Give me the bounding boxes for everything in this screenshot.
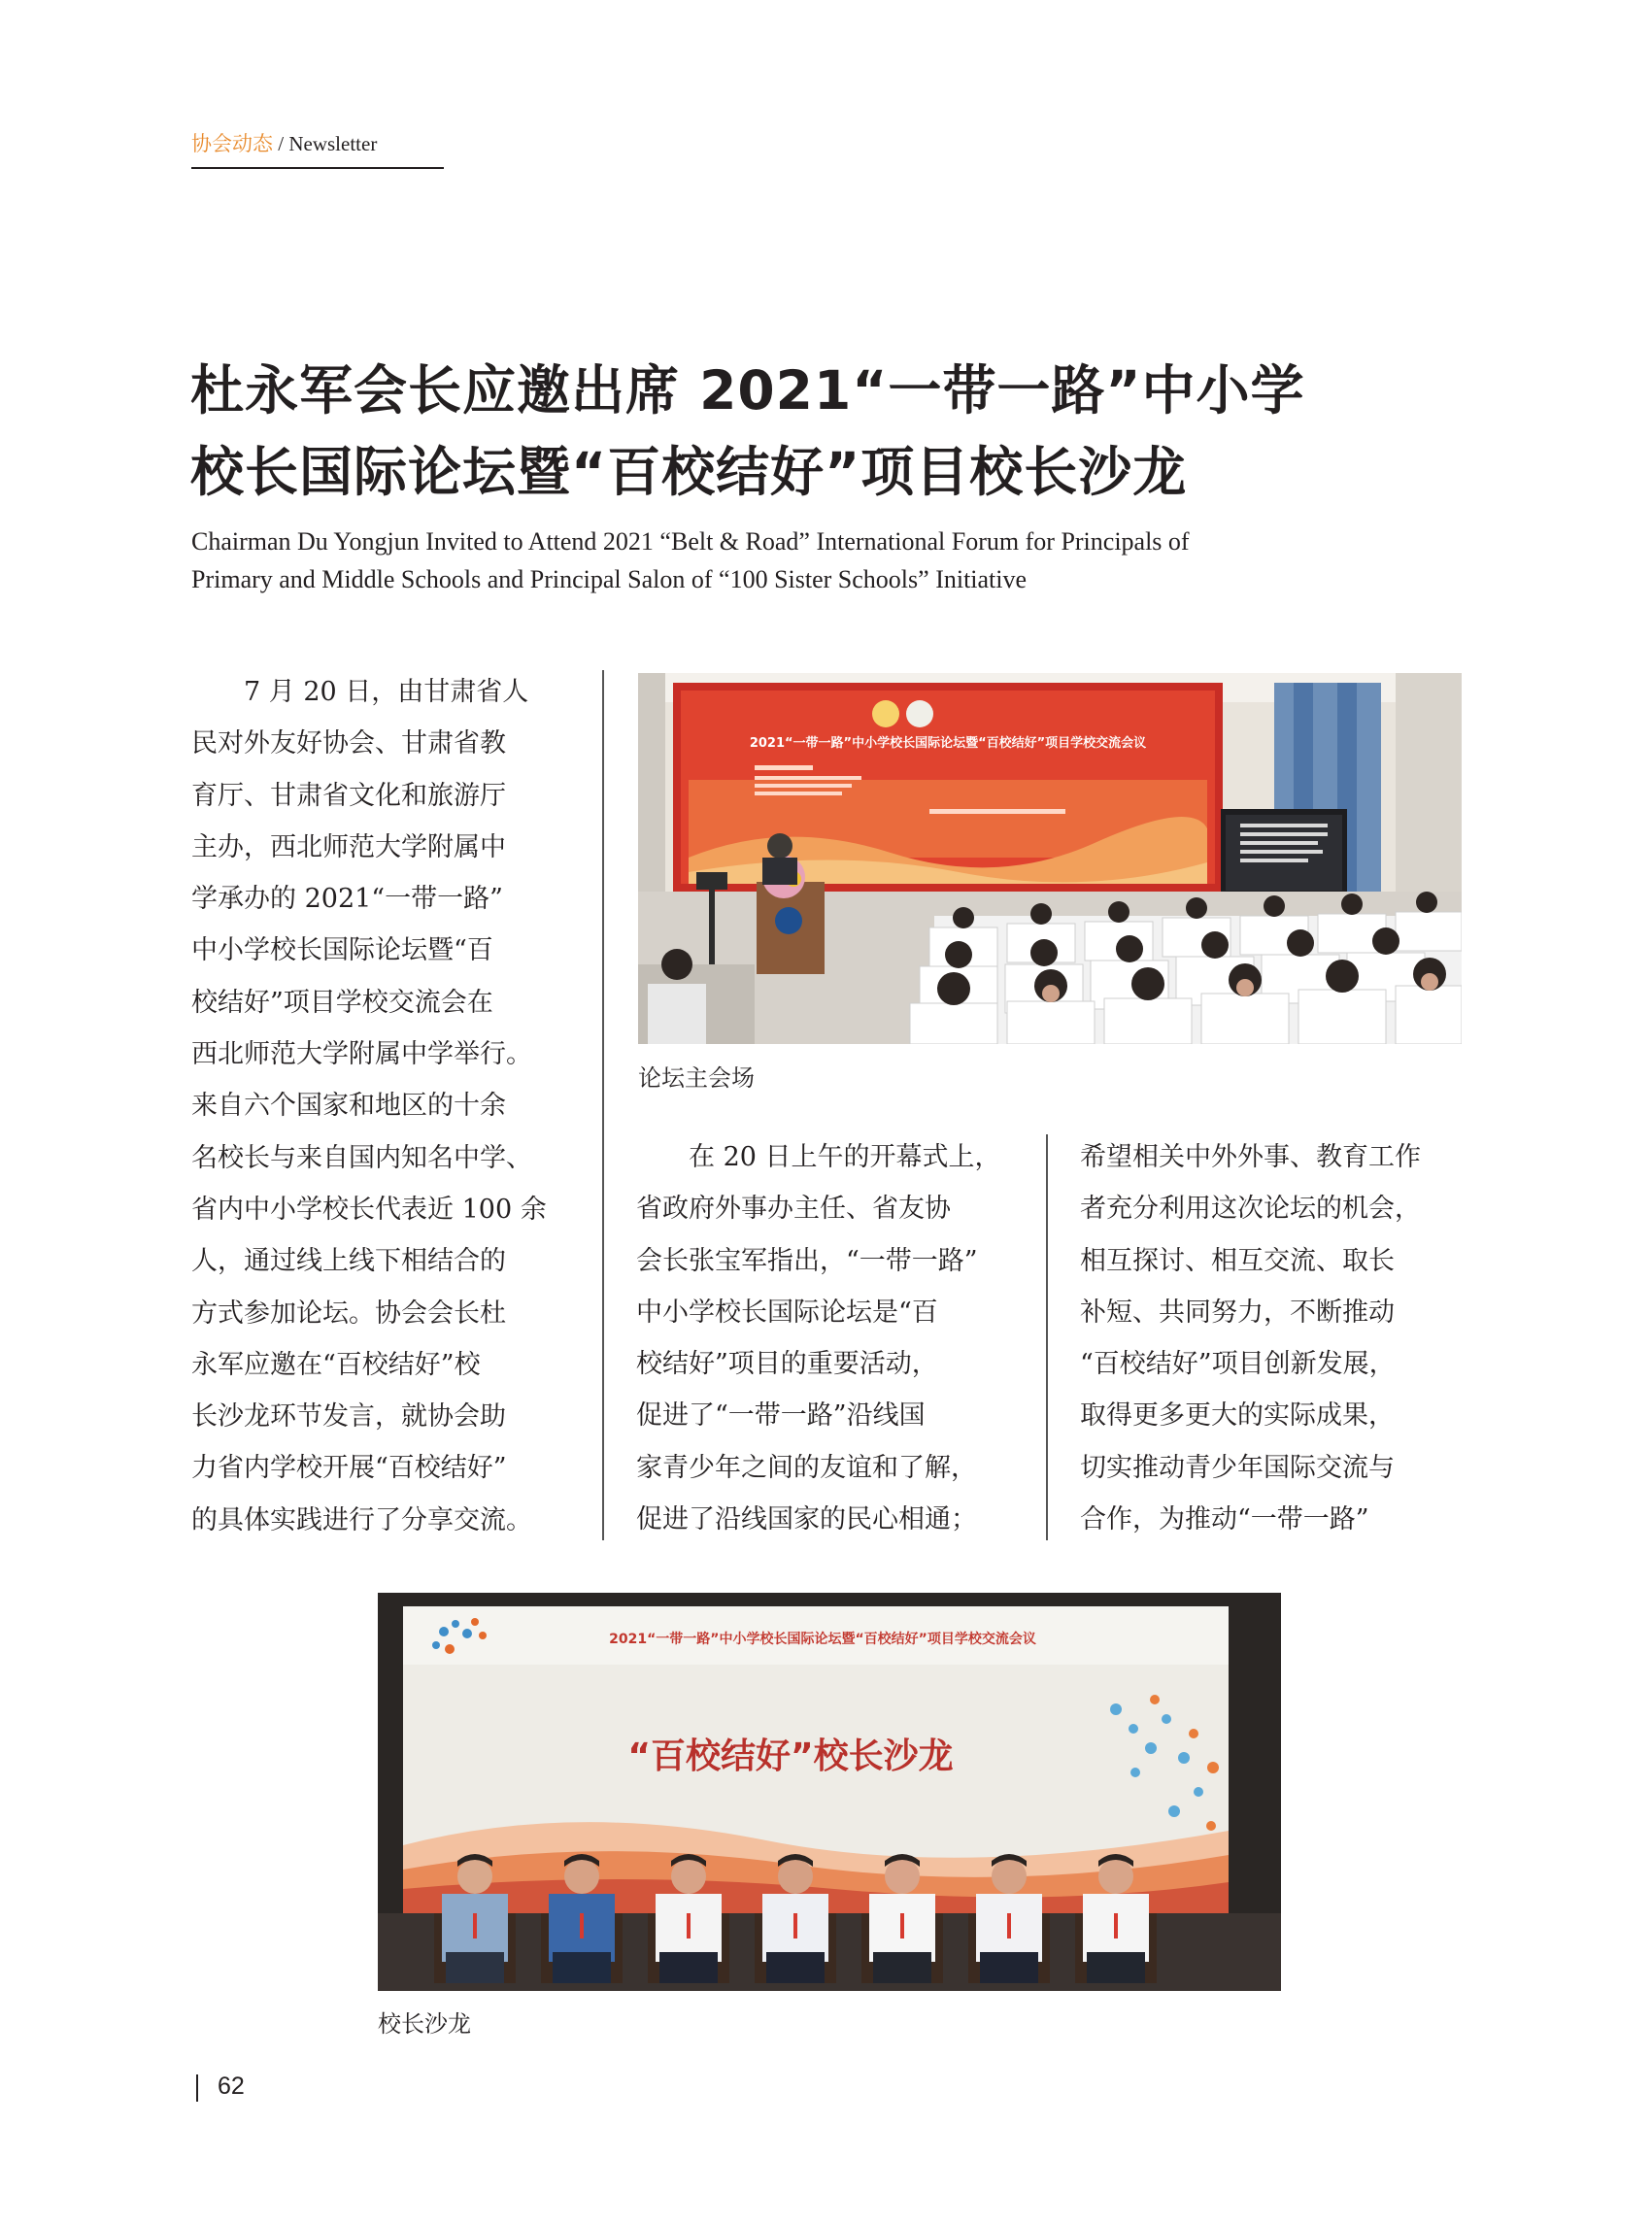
body-line: 促进了沿线国家的民心相通； xyxy=(636,1504,977,1535)
body-line: 省政府外事办主任、省友协 xyxy=(636,1194,951,1225)
body-line: 力省内学校开展“百校结好” xyxy=(191,1453,507,1484)
body-line: 7 月 20 日，由甘肃省人 xyxy=(191,677,529,707)
body-line: 补短、共同努力，不断推动 xyxy=(1080,1297,1395,1328)
article-title-en xyxy=(191,523,1454,598)
body-line: 促进了“一带一路”沿线国 xyxy=(636,1400,926,1432)
body-line: 育厅、甘肃省文化和旅游厅 xyxy=(191,780,506,811)
title-zh-line: 杜永军会长应邀出席 2021“一带一路”中小学 xyxy=(190,359,1305,421)
body-line: 者充分利用这次论坛的机会， xyxy=(1080,1194,1421,1225)
photo-caption: 校长沙龙 xyxy=(378,2010,471,2038)
title-zh-line: 校长国际论坛暨“百校结好”项目校长沙龙 xyxy=(190,441,1188,503)
page-number: 62 xyxy=(218,2073,245,2100)
body-line: 中小学校长国际论坛是“百 xyxy=(636,1297,938,1328)
body-line: 主办，西北师范大学附属中 xyxy=(191,831,506,862)
body-line: 校结好”项目学校交流会在 xyxy=(191,987,493,1018)
body-line: 名校长与来自国内知名中学、 xyxy=(191,1142,532,1173)
body-line: 学承办的 2021“一带一路” xyxy=(191,884,503,915)
body-line: 家青少年之间的友谊和了解， xyxy=(636,1452,977,1483)
title-en-line: Primary and Middle Schools and Principal Salon of “100 Sister Schools” Initiative xyxy=(191,565,1028,593)
screen-headline: “百校结好”校长沙龙 xyxy=(627,1736,954,1776)
principal-salon-photo xyxy=(378,1593,1281,1991)
article-title-zh xyxy=(190,350,1453,513)
body-line: 永军应邀在“百校结好”校 xyxy=(191,1349,481,1380)
forum-main-venue-photo xyxy=(638,673,1462,1044)
section-separator: / xyxy=(273,132,289,155)
body-column-3 xyxy=(1080,1131,1464,1545)
body-line: 在 20 日上午的开幕式上， xyxy=(636,1142,1001,1172)
screen-title: 2021“一带一路”中小学校长国际论坛暨“百校结好”项目学校交流会议 xyxy=(749,736,1147,751)
body-line: 校结好”项目的重要活动， xyxy=(636,1349,938,1380)
body-line: 西北师范大学附属中学举行。 xyxy=(191,1039,532,1070)
body-line: 切实推动青少年国际交流与 xyxy=(1080,1452,1395,1483)
body-line: 合作，为推动“一带一路” xyxy=(1080,1504,1369,1535)
body-line: 会长张宝军指出，“一带一路” xyxy=(636,1245,978,1276)
body-line: 相互探讨、相互交流、取长 xyxy=(1080,1245,1395,1276)
folio-rule xyxy=(196,2074,198,2102)
column-divider xyxy=(602,670,604,1540)
body-line: 希望相关中外外事、教育工作 xyxy=(1080,1142,1421,1172)
body-line: 民对外友好协会、甘肃省教 xyxy=(191,728,506,759)
photo-caption: 论坛主会场 xyxy=(638,1064,755,1092)
body-line: 长沙龙环节发言，就协会助 xyxy=(191,1401,506,1433)
section-name-zh: 协会动态 xyxy=(191,132,273,155)
section-name-en: Newsletter xyxy=(288,132,378,155)
body-line: 的具体实践进行了分享交流。 xyxy=(191,1504,532,1535)
body-line: 中小学校长国际论坛暨“百 xyxy=(191,935,493,966)
body-line: 方式参加论坛。协会会长杜 xyxy=(191,1298,506,1329)
body-line: “百校结好”项目创新发展， xyxy=(1080,1349,1396,1380)
body-line: 省内中小学校长代表近 100 余 xyxy=(191,1194,547,1225)
body-column-1 xyxy=(191,666,575,1546)
body-column-2 xyxy=(636,1131,1020,1545)
column-divider xyxy=(1046,1134,1048,1540)
section-header xyxy=(191,128,444,169)
screen-title: 2021“一带一路”中小学校长国际论坛暨“百校结好”项目学校交流会议 xyxy=(609,1632,1036,1647)
title-en-line: Chairman Du Yongjun Invited to Attend 2021 “Belt & Road” International Forum for Principals of xyxy=(191,527,1190,556)
body-line: 取得更多更大的实际成果， xyxy=(1080,1400,1395,1432)
body-line: 人，通过线上线下相结合的 xyxy=(191,1246,506,1277)
body-line: 来自六个国家和地区的十余 xyxy=(191,1091,506,1122)
